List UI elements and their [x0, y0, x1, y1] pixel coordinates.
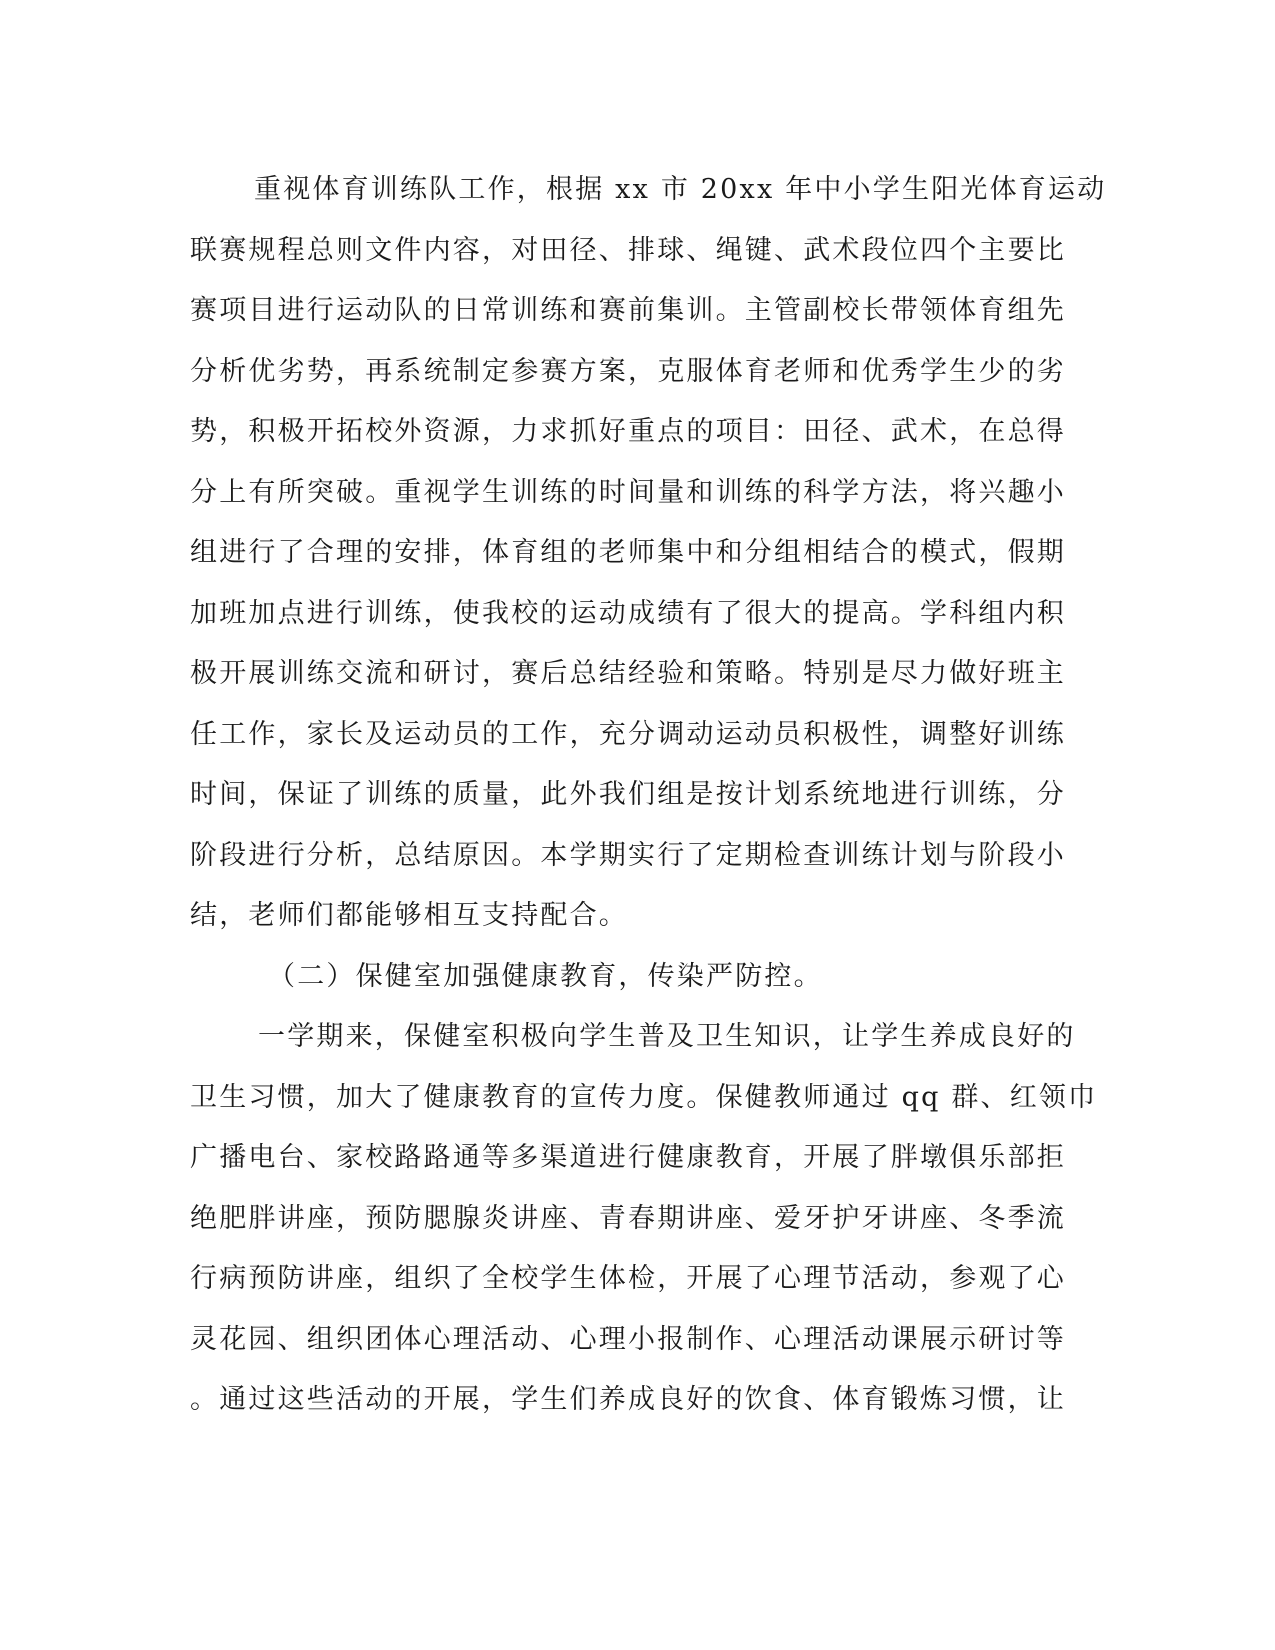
text-line: 分上有所突破。重视学生训练的时间量和训练的科学方法，将兴趣小: [190, 476, 1066, 508]
text-line: 绝肥胖讲座，预防腮腺炎讲座、青春期讲座、爱牙护牙讲座、冬季流: [190, 1202, 1066, 1234]
text-line: 联赛规程总则文件内容，对田径、排球、绳键、武术段位四个主要比: [190, 234, 1066, 266]
document-body: [190, 160, 1107, 1431]
text-line: 赛项目进行运动队的日常训练和赛前集训。主管副校长带领体育组先: [190, 295, 1066, 326]
paragraph-health-education: [190, 1007, 1098, 1431]
text-line: 组进行了合理的安排，体育组的老师集中和分组相结合的模式，假期: [190, 537, 1066, 568]
text-line: 加班加点进行训练，使我校的运动成绩有了很大的提高。学科组内积: [190, 597, 1066, 629]
text-line: 。通过这些活动的开展，学生们养成良好的饮食、体育锻炼习惯，让: [190, 1384, 1066, 1415]
text-line: 重视体育训练队工作，根据 xx 市 20xx 年中小学生阳光体育运动: [254, 174, 1107, 205]
text-line: 时间，保证了训练的质量，此外我们组是按计划系统地进行训练，分: [190, 779, 1066, 810]
text-line: 行病预防讲座，组织了全校学生体检，开展了心理节活动，参观了心: [190, 1263, 1066, 1294]
text-line: 任工作，家长及运动员的工作，充分调动运动员积极性，调整好训练: [190, 718, 1066, 750]
text-line: 一学期来，保健室积极向学生普及卫生知识，让学生养成良好的: [258, 1021, 1076, 1052]
text-line: 阶段进行分析，总结原因。本学期实行了定期检查训练计划与阶段小: [190, 839, 1066, 871]
text-line: 广播电台、家校路路通等多渠道进行健康教育，开展了胖墩俱乐部拒: [190, 1142, 1066, 1173]
text-line: 分析优劣势，再系统制定参赛方案，克服体育老师和优秀学生少的劣: [190, 355, 1066, 387]
text-line: 结，老师们都能够相互支持配合。: [190, 900, 628, 931]
text-line: 卫生习惯，加大了健康教育的宣传力度。保健教师通过 qq 群、红领巾: [190, 1081, 1098, 1113]
text-line: 势，积极开拓校外资源，力求抓好重点的项目：田径、武术，在总得: [190, 416, 1066, 447]
paragraph-sports-training: [190, 160, 1107, 947]
text-line: 灵花园、组织团体心理活动、心理小报制作、心理活动课展示研讨等: [190, 1323, 1066, 1355]
text-line: 极开展训练交流和研讨，赛后总结经验和策略。特别是尽力做好班主: [190, 658, 1066, 689]
section-heading: （二）保健室加强健康教育，传染严防控。: [268, 960, 823, 992]
